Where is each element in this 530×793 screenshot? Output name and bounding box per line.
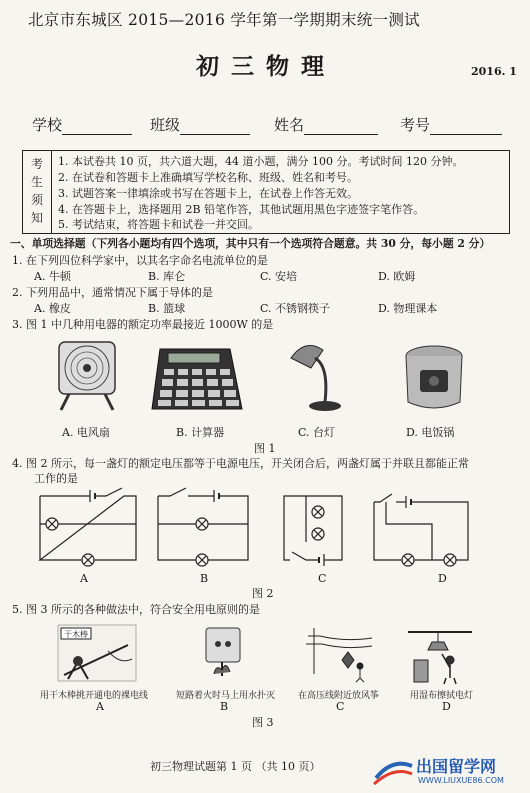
watermark-url: WWW.LIUXUE86.COM: [418, 776, 504, 785]
watermark-brand: 出国留学网: [416, 757, 497, 776]
name-input-line[interactable]: [304, 122, 378, 135]
q5-caption-a: 用干木棒挑开通电的裸电线: [40, 691, 149, 701]
page-footer: 初三物理试题第 1 页 （共 10 页）: [150, 760, 321, 773]
calculator-image: [150, 345, 245, 413]
exam-title: 北京市东城区 2015—2016 学年第一学期期末统一测试: [28, 11, 420, 29]
q1-option-c[interactable]: C. 安培: [260, 270, 298, 283]
q1-option-d[interactable]: D. 欧姆: [378, 270, 416, 283]
q5-option-a[interactable]: A: [96, 700, 104, 713]
exam-date: 2016. 1: [471, 65, 517, 78]
class-input-line[interactable]: [180, 122, 250, 135]
q5-caption-d: 用湿布擦拭电灯: [410, 691, 474, 701]
circuit-diagram-a: [38, 488, 138, 570]
q1-option-a[interactable]: A. 牛顿: [34, 270, 71, 283]
wall-socket-fire-image: [200, 620, 248, 684]
q3-option-a[interactable]: A. 电风扇: [62, 426, 110, 439]
wooden-stick-wire-image: [58, 625, 136, 681]
circuit-diagram-b: [156, 488, 250, 570]
electric-fan-image: [55, 340, 125, 415]
circuit-diagram-c: [282, 492, 360, 570]
section-heading: 一、单项选择题（下列各小题均有四个选项，其中只有一个选项符合题意。共 30 分，每小题 2 分）: [10, 237, 491, 250]
info-field-school[interactable]: [32, 114, 132, 135]
notice-side-label: [23, 151, 52, 233]
notice-side-char: 知: [31, 211, 44, 225]
rice-cooker-image: [400, 342, 470, 414]
figure-2-caption: 图 2: [252, 587, 274, 600]
subject-title: 初 三 物 理: [196, 53, 327, 80]
figure-3-caption: 图 3: [252, 716, 274, 729]
q3-option-c[interactable]: C. 台灯: [298, 426, 336, 439]
desk-lamp-image: [285, 336, 355, 416]
school-input-line[interactable]: [62, 122, 132, 135]
question-1-stem: 1. 在下列四位科学家中，以其名字命名电流单位的是: [12, 254, 268, 267]
q3-option-d[interactable]: D. 电饭锅: [406, 426, 455, 439]
q4-option-d[interactable]: D: [438, 572, 447, 585]
info-field-label: 考号: [400, 116, 431, 134]
q5-caption-b: 短路着火时马上用水扑灭: [176, 691, 276, 701]
q2-option-b[interactable]: B. 篮球: [148, 302, 186, 315]
exam-notice-box: [22, 150, 510, 234]
q2-option-a[interactable]: A. 橡皮: [34, 302, 71, 315]
q4-option-b[interactable]: B: [200, 572, 209, 585]
kite-power-line-image: [304, 622, 374, 684]
info-field-class[interactable]: [150, 114, 250, 135]
info-field-label: 班级: [150, 116, 181, 134]
q5-option-b[interactable]: B: [220, 700, 229, 713]
question-2-stem: 2. 下列用品中，通常情况下属于导体的是: [12, 286, 213, 299]
q4-option-c[interactable]: C: [318, 572, 327, 585]
q5-option-d[interactable]: D: [442, 700, 451, 713]
q1-option-b[interactable]: B. 库仑: [148, 270, 186, 283]
question-4-stem: 4. 图 2 所示，每一盏灯的额定电压都等于电源电压，开关闭合后，两盏灯属于并联且都能正常: [12, 457, 469, 470]
q5-caption-c: 在高压线附近放风筝: [298, 691, 380, 701]
info-field-exam-number[interactable]: [400, 114, 502, 135]
q4-option-a[interactable]: A: [80, 572, 88, 585]
exam-number-input-line[interactable]: [430, 122, 502, 135]
circuit-diagram-d: [372, 488, 470, 570]
site-watermark: [372, 752, 526, 790]
notice-side-char: 须: [31, 193, 44, 207]
info-field-name[interactable]: [274, 114, 378, 135]
q2-option-d[interactable]: D. 物理课本: [378, 302, 438, 315]
notice-side-char: 考: [31, 157, 44, 171]
wet-cloth-lamp-image: [408, 626, 472, 684]
figure-1-caption: 图 1: [254, 442, 276, 455]
notice-item: 4. 在答题卡上，选择题用 2B 铅笔作答，其他试题用黑色字迹签字笔作答。: [58, 203, 425, 216]
notice-item: 5. 考试结束，将答题卡和试卷一并交回。: [58, 218, 259, 231]
notice-item: 3. 试题答案一律填涂或书写在答题卡上，在试卷上作答无效。: [58, 187, 358, 200]
q3-option-b[interactable]: B. 计算器: [176, 426, 225, 439]
dry-stick-sign-text: 干木棒: [64, 630, 88, 639]
question-3-stem: 3. 图 1 中几种用电器的额定功率最接近 1000W 的是: [12, 318, 274, 331]
info-field-label: 学校: [32, 116, 63, 134]
notice-item: 2. 在试卷和答题卡上准确填写学校名称、班级、姓名和考号。: [58, 171, 358, 184]
notice-item: 1. 本试卷共 10 页，共六道大题，44 道小题，满分 100 分。考试时间 120 分钟。: [58, 155, 464, 168]
q2-option-c[interactable]: C. 不锈钢筷子: [260, 302, 331, 315]
watermark-logo-icon: [372, 756, 414, 786]
question-4-stem-continued: 工作的是: [34, 472, 78, 485]
info-field-label: 姓名: [274, 116, 305, 134]
q5-option-c[interactable]: C: [336, 700, 345, 713]
question-5-stem: 5. 图 3 所示的各种做法中，符合安全用电原则的是: [12, 603, 260, 616]
notice-side-char: 生: [31, 175, 44, 189]
